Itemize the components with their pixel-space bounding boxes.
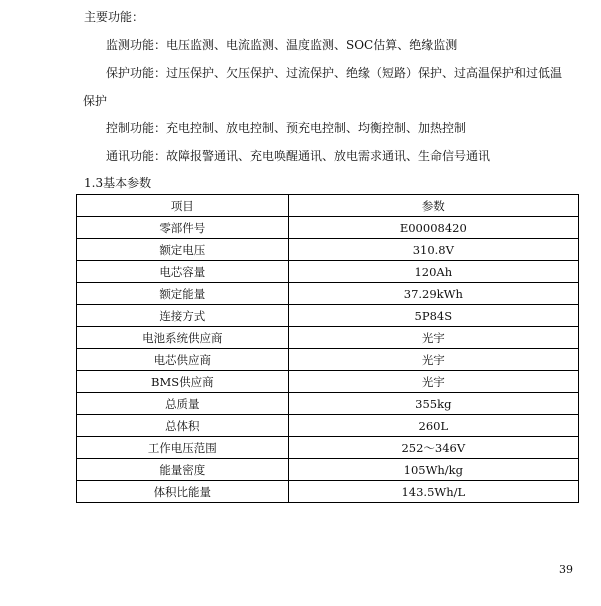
section-title: 1.3基本参数 <box>84 176 152 190</box>
row-item: 电池系统供应商 <box>77 327 289 349</box>
control-functions-text: 控制功能：充电控制、放电控制、预充电控制、均衡控制、加热控制 <box>106 121 467 135</box>
row-item: BMS供应商 <box>77 371 289 393</box>
table-row <box>77 415 579 437</box>
row-item: 工作电压范围 <box>77 437 289 459</box>
row-item: 能量密度 <box>77 459 289 481</box>
row-item: 额定电压 <box>77 239 289 261</box>
monitor-functions-text: 监测功能：电压监测、电流监测、温度监测、SOC估算、绝缘监测 <box>106 38 458 52</box>
row-value: 光宇 <box>288 327 578 349</box>
table-row <box>77 371 579 393</box>
basic-parameters-table <box>76 194 579 503</box>
row-value: E00008420 <box>288 217 578 239</box>
row-value: 105Wh/kg <box>288 459 578 481</box>
main-functions-heading: 主要功能： <box>84 10 145 24</box>
page-number: 39 <box>559 563 573 576</box>
row-item: 连接方式 <box>77 305 289 327</box>
row-value: 光宇 <box>288 349 578 371</box>
table-header-row <box>77 195 579 217</box>
header-item: 项目 <box>77 195 289 217</box>
row-value: 143.5Wh/L <box>288 481 578 503</box>
row-value: 355kg <box>288 393 578 415</box>
table-row <box>77 261 579 283</box>
row-value: 120Ah <box>288 261 578 283</box>
table-row <box>77 327 579 349</box>
row-value: 310.8V <box>288 239 578 261</box>
row-item: 零部件号 <box>77 217 289 239</box>
row-item: 总质量 <box>77 393 289 415</box>
table-row <box>77 393 579 415</box>
row-value: 5P84S <box>288 305 578 327</box>
communication-functions-text: 通讯功能：故障报警通讯、充电唤醒通讯、放电需求通讯、生命信号通讯 <box>106 149 491 163</box>
table-row <box>77 283 579 305</box>
row-item: 电芯供应商 <box>77 349 289 371</box>
table-row <box>77 305 579 327</box>
table-row <box>77 481 579 503</box>
protect-functions-continuation: 保护 <box>83 94 108 108</box>
table-row <box>77 239 579 261</box>
row-item: 电芯容量 <box>77 261 289 283</box>
header-parameter: 参数 <box>288 195 578 217</box>
protect-functions-text: 保护功能：过压保护、欠压保护、过流保护、绝缘（短路）保护、过高温保护和过低温 <box>106 66 563 80</box>
row-value: 37.29kWh <box>288 283 578 305</box>
row-value: 260L <box>288 415 578 437</box>
table-row <box>77 459 579 481</box>
row-value: 光宇 <box>288 371 578 393</box>
row-item: 体积比能量 <box>77 481 289 503</box>
table-row <box>77 437 579 459</box>
table-row <box>77 217 579 239</box>
row-value: 252～346V <box>288 437 578 459</box>
row-item: 总体积 <box>77 415 289 437</box>
row-item: 额定能量 <box>77 283 289 305</box>
table-row <box>77 349 579 371</box>
